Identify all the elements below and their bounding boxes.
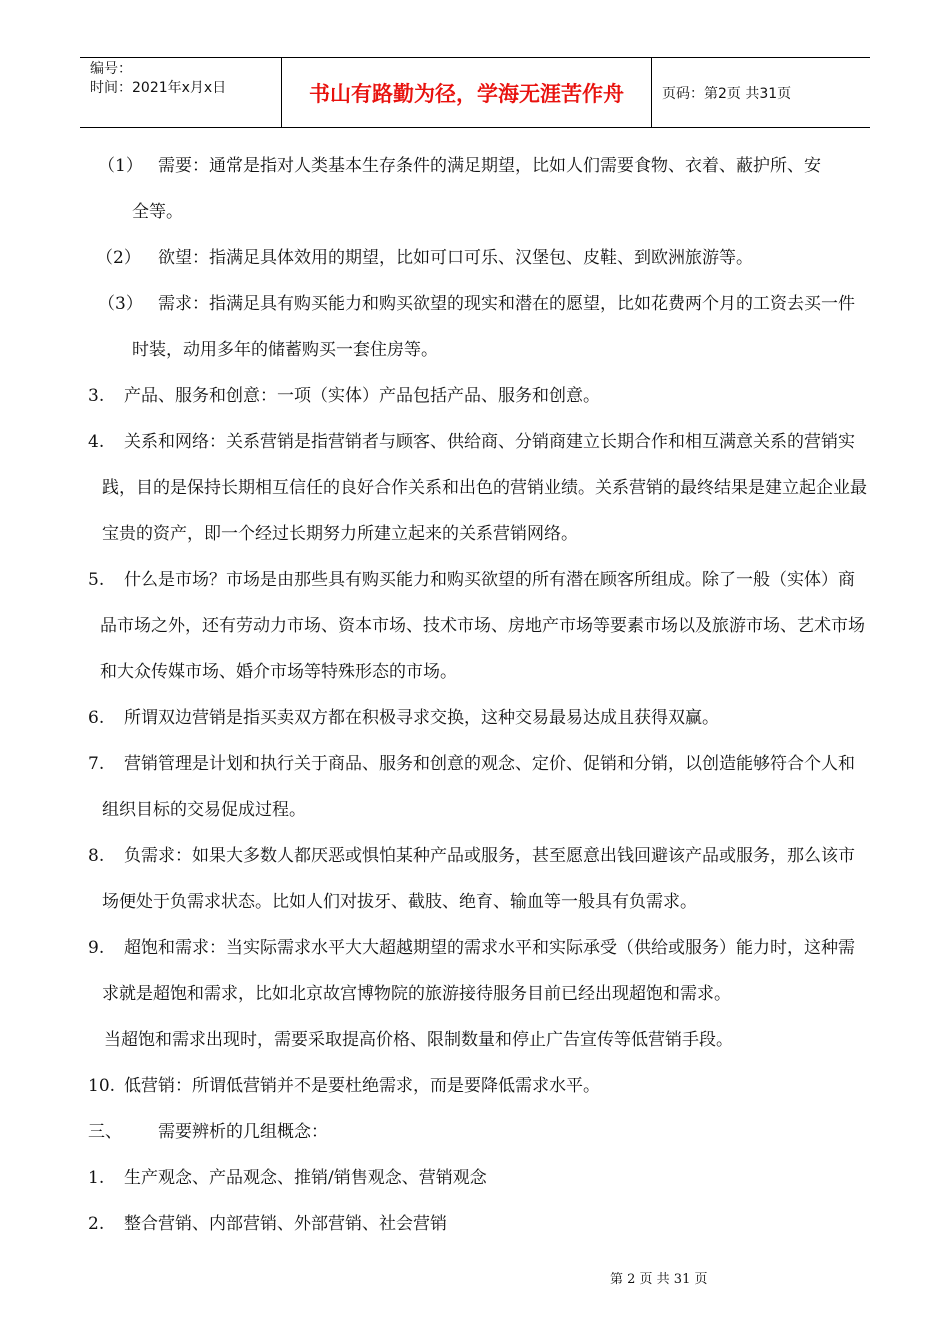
paragraph-6	[88, 695, 868, 741]
paragraph-text: 整合营销、内部营销、外部营销、社会营销	[124, 1214, 447, 1234]
header-meta-cell	[80, 58, 282, 127]
section-title: 需要辨析的几组概念：	[158, 1122, 328, 1142]
paragraph-text: 关系和网络：关系营销是指营销者与顾客、供给商、分销商建立长期合作和相互满意关系的营销实践，目的是保持长期相互信任的良好合作关系和出色的营销业绩。关系营销的最终结果是建立起企业最宝贵的资产，即一个经过长期努力所建立起来的关系营销网络。	[102, 432, 867, 544]
section-three-heading	[88, 1109, 868, 1155]
paragraph-number: （2）	[96, 248, 141, 268]
paragraph-number: （3）	[98, 294, 143, 314]
paragraph-text: 所谓双边营销是指买卖双方都在积极寻求交换，这种交易最易达成且获得双赢。	[124, 708, 719, 728]
paragraph-text: 负需求：如果大多数人都厌恶或惧怕某种产品或服务，甚至愿意出钱回避该产品或服务，那么该市场便处于负需求状态。比如人们对拔牙、截肢、绝育、输血等一般具有负需求。	[102, 846, 855, 912]
paragraph-10	[88, 1063, 868, 1109]
paragraph-demand	[88, 281, 868, 373]
paragraph-desire	[88, 235, 868, 281]
date-label: 时间：2021年x月x日	[90, 80, 227, 96]
paragraph-need	[88, 143, 868, 235]
paragraph-number: 3.	[88, 386, 105, 406]
paragraph-text: 低营销：所谓低营销并不是要杜绝需求，而是要降低需求水平。	[124, 1076, 600, 1096]
paragraph-text: 需求：指满足具有购买能力和购买欲望的现实和潜在的愿望，比如花费两个月的工资去买一件时装，动用多年的储蓄购买一套住房等。	[132, 294, 855, 360]
header-motto-cell	[282, 58, 652, 127]
paragraph-3	[88, 373, 868, 419]
paragraph-text: 生产观念、产品观念、推销/销售观念、营销观念	[124, 1168, 487, 1188]
paragraph-number: 2.	[88, 1214, 105, 1234]
paragraph-text: 需要：通常是指对人类基本生存条件的满足期望，比如人们需要食物、衣着、蔽护所、安全等。	[132, 156, 821, 222]
document-body	[88, 143, 868, 1247]
paragraph-number: 10.	[88, 1076, 116, 1096]
paragraph-text: 营销管理是计划和执行关于商品、服务和创意的观念、定价、促销和分销，以创造能够符合个人和组织目标的交易促成过程。	[102, 754, 855, 820]
header-page-cell	[652, 58, 870, 127]
paragraph-text: 什么是市场？市场是由那些具有购买能力和购买欲望的所有潜在顾客所组成。除了一般（实体）商品市场之外，还有劳动力市场、资本市场、技术市场、房地产市场等要素市场以及旅游市场、艺术市场和大众传媒市场、婚介市场等特殊形态的市场。	[100, 570, 865, 682]
section-number: 三、	[88, 1122, 122, 1142]
paragraph-9-note	[88, 1017, 868, 1063]
page-info: 页码：第2页 共31页	[662, 85, 792, 102]
paragraph-number: 1.	[88, 1168, 105, 1188]
paragraph-number: 9.	[88, 938, 105, 958]
paragraph-9	[88, 925, 868, 1017]
number-label: 编号：	[90, 61, 132, 77]
document-header	[80, 57, 870, 128]
paragraph-text: 超饱和需求：当实际需求水平大大超越期望的需求水平和实际承受（供给或服务）能力时，这种需求就是超饱和需求，比如北京故宫博物院的旅游接待服务目前已经出现超饱和需求。	[102, 938, 855, 1004]
paragraph-number: 7.	[88, 754, 105, 774]
paragraph-number: 4.	[88, 432, 105, 452]
paragraph-4	[88, 419, 868, 557]
paragraph-number: 6.	[88, 708, 105, 728]
paragraph-number: 8.	[88, 846, 105, 866]
concept-group-2	[88, 1201, 868, 1247]
concept-group-1	[88, 1155, 868, 1201]
motto-text: 书山有路勤为径，学海无涯苦作舟	[309, 80, 624, 106]
paragraph-text: 产品、服务和创意：一项（实体）产品包括产品、服务和创意。	[124, 386, 600, 406]
paragraph-text: 欲望：指满足具体效用的期望，比如可口可乐、汉堡包、皮鞋、到欧洲旅游等。	[158, 248, 753, 268]
paragraph-5	[88, 557, 868, 695]
paragraph-8	[88, 833, 868, 925]
paragraph-text: 当超饱和需求出现时，需要采取提高价格、限制数量和停止广告宣传等低营销手段。	[104, 1030, 733, 1050]
paragraph-number: 5.	[88, 570, 105, 590]
paragraph-7	[88, 741, 868, 833]
paragraph-number: （1）	[98, 156, 143, 176]
page-footer: 第 2 页 共 31 页	[610, 1272, 708, 1287]
